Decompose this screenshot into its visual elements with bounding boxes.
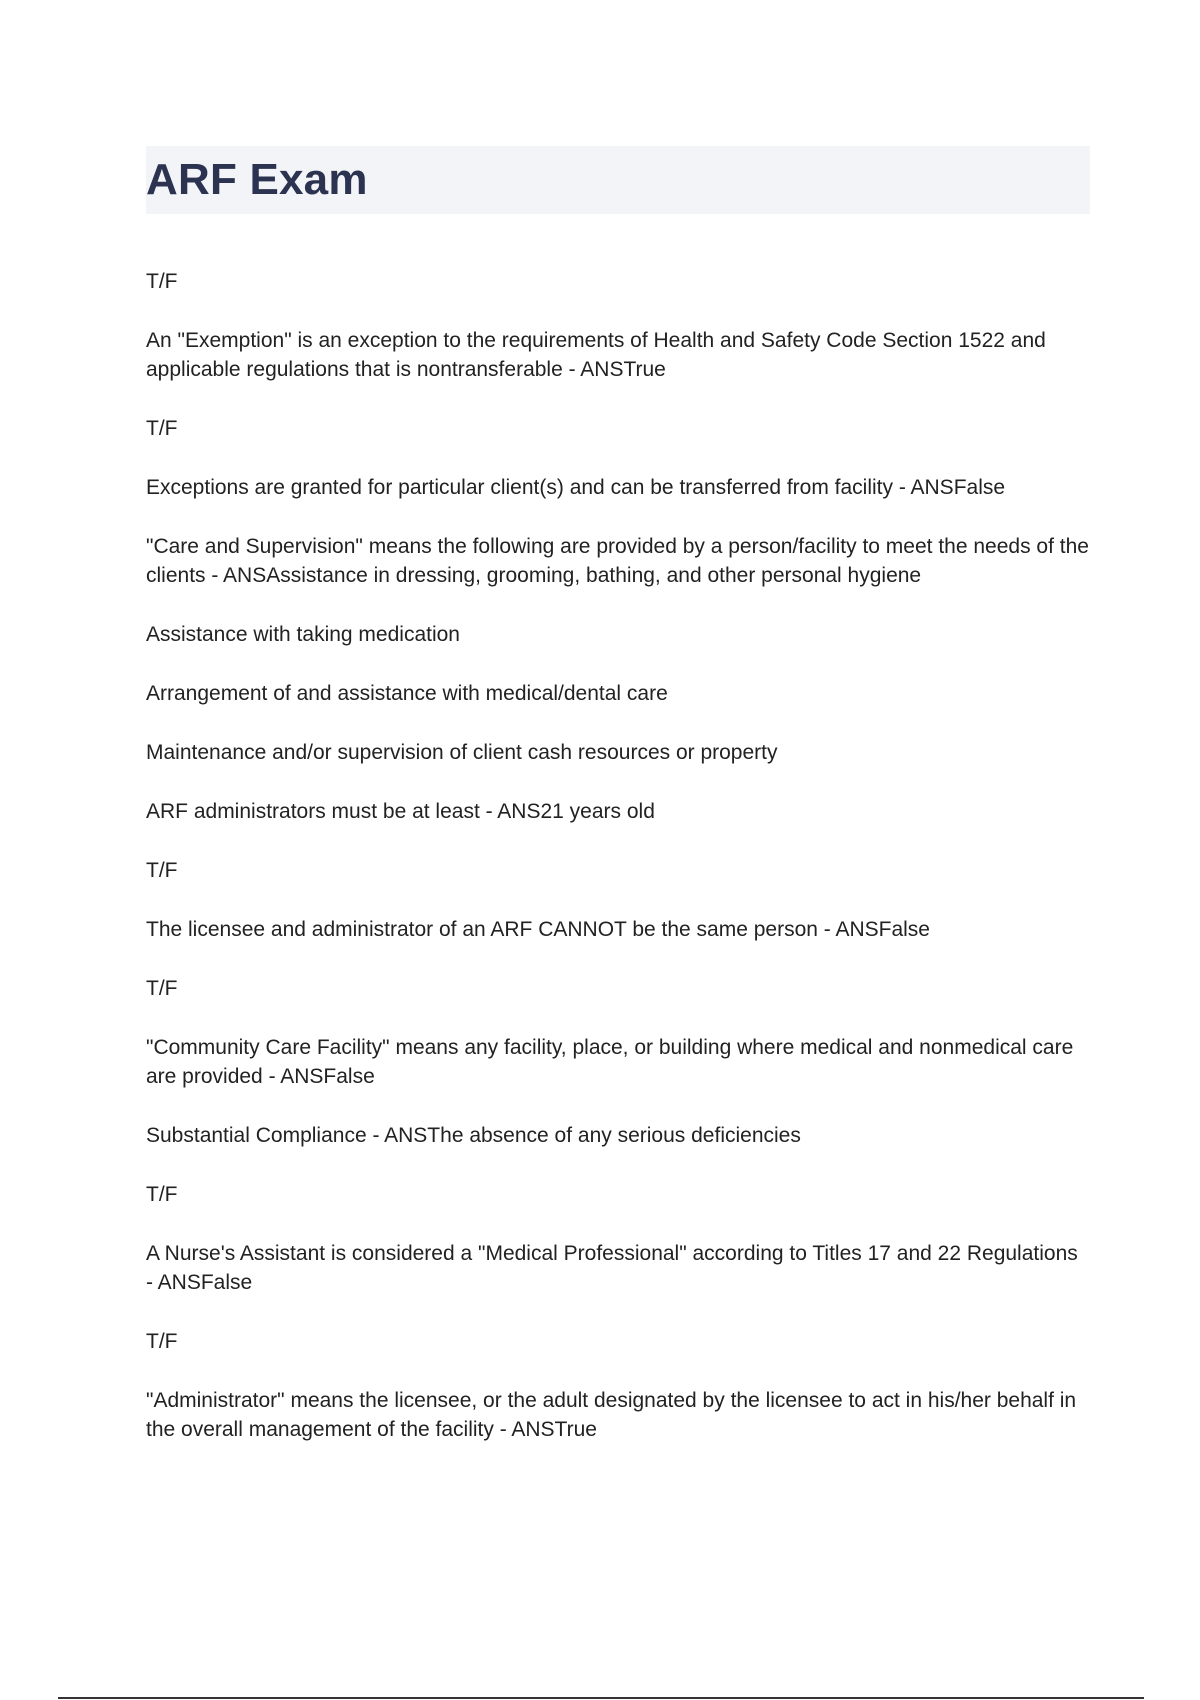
paragraph: "Care and Supervision" means the following are provided by a person/facility to meet the needs of the clients - ANSAssistance in dressing, grooming, bathing, and other personal hygiene bbox=[146, 535, 1089, 587]
document-title: ARF Exam bbox=[146, 155, 368, 204]
paragraph: An "Exemption" is an exception to the requirements of Health and Safety Code Section 1522 and applicable regulations that is nontransferable - ANSTrue bbox=[146, 329, 1046, 381]
paragraph: T/F bbox=[146, 270, 178, 293]
paragraph: Exceptions are granted for particular client(s) and can be transferred from facility - ANSFalse bbox=[146, 476, 1006, 499]
paragraph: "Community Care Facility" means any facility, place, or building where medical and nonmedical care are provided - ANSFalse bbox=[146, 1036, 1074, 1088]
paragraph: "Administrator" means the licensee, or the adult designated by the licensee to act in his/her behalf in the overall management of the facility - ANSTrue bbox=[146, 1389, 1077, 1441]
paragraph: ARF administrators must be at least - ANS21 years old bbox=[146, 800, 655, 823]
document-body bbox=[146, 267, 1090, 1474]
footer-divider bbox=[58, 1697, 1144, 1699]
paragraph: The licensee and administrator of an ARF CANNOT be the same person - ANSFalse bbox=[146, 918, 930, 941]
paragraph: T/F bbox=[146, 1330, 178, 1353]
paragraph: Substantial Compliance - ANSThe absence of any serious deficiencies bbox=[146, 1124, 801, 1147]
paragraph: A Nurse's Assistant is considered a "Medical Professional" according to Titles 17 and 22 Regulations - ANSFalse bbox=[146, 1242, 1078, 1294]
paragraph: Arrangement of and assistance with medical/dental care bbox=[146, 682, 668, 705]
paragraph: T/F bbox=[146, 859, 178, 882]
paragraph: T/F bbox=[146, 1183, 178, 1206]
paragraph: T/F bbox=[146, 417, 178, 440]
paragraph: Assistance with taking medication bbox=[146, 623, 460, 646]
paragraph: Maintenance and/or supervision of client cash resources or property bbox=[146, 741, 778, 764]
paragraph: T/F bbox=[146, 977, 178, 1000]
title-banner bbox=[146, 146, 1090, 214]
